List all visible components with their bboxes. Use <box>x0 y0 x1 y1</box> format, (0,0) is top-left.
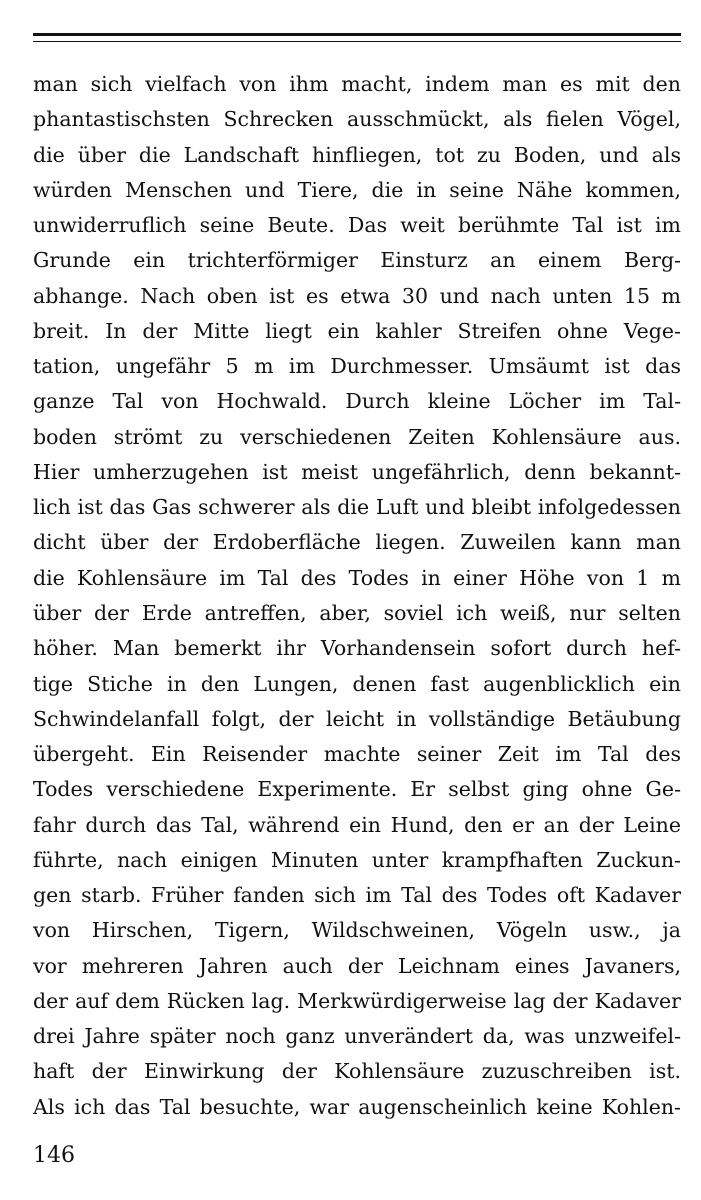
text-line: ganze Tal von Hochwald. Durch kleine Löcher im Tal- <box>33 389 681 414</box>
text-line: lich ist das Gas schwerer als die Luft und bleibt infolgedessen <box>33 495 681 520</box>
text-line: Als ich das Tal besuchte, war augenscheinlich keine Kohlen- <box>33 1094 681 1119</box>
text-line: boden strömt zu verschiedenen Zeiten Kohlensäure aus. <box>33 424 681 449</box>
text-line: breit. In der Mitte liegt ein kahler Streifen ohne Vege- <box>33 318 681 343</box>
text-line: gen starb. Früher fanden sich im Tal des Todes oft Kadaver <box>33 883 681 908</box>
text-line: die Kohlensäure im Tal des Todes in einer Höhe von 1 m <box>33 565 681 590</box>
text-line: haft der Einwirkung der Kohlensäure zuzuschreiben ist. <box>33 1059 681 1084</box>
body-text <box>33 67 681 1125</box>
text-line: man sich vielfach von ihm macht, indem man es mit den <box>33 72 681 96</box>
text-line: tige Stiche in den Lungen, denen fast augenblicklich ein <box>33 671 681 696</box>
text-line: abhange. Nach oben ist es etwa 30 und nach unten 15 m <box>33 283 681 308</box>
text-line: phantastischsten Schrecken ausschmückt, als fielen Vögel, <box>33 107 681 132</box>
text-line: der auf dem Rücken lag. Merkwürdigerweise lag der Kadaver <box>33 988 681 1013</box>
page-number: 146 <box>33 1143 75 1168</box>
text-line: die über die Landschaft hinfliegen, tot zu Boden, und als <box>33 142 681 167</box>
text-line: würden Menschen und Tiere, die in seine Nähe kommen, <box>33 177 681 202</box>
text-line: Schwindelanfall folgt, der leicht in vollständige Betäubung <box>33 706 681 731</box>
text-line: Hier umherzugehen ist meist ungefährlich, denn bekannt- <box>33 459 681 484</box>
text-line: höher. Man bemerkt ihr Vorhandensein sofort durch hef- <box>33 636 681 661</box>
text-line: drei Jahre später noch ganz unverändert da, was unzweifel- <box>33 1024 681 1049</box>
text-line: Grunde ein trichterförmiger Einsturz an einem Berg- <box>33 248 681 273</box>
text-line: Todes verschiedene Experimente. Er selbst ging ohne Ge- <box>33 777 681 802</box>
text-line: dicht über der Erdoberfläche liegen. Zuweilen kann man <box>33 530 681 555</box>
text-line: über der Erde antreffen, aber, soviel ich weiß, nur selten <box>33 600 681 625</box>
text-line: unwiderruflich seine Beute. Das weit berühmte Tal ist im <box>33 213 681 238</box>
header-rule-thick <box>33 33 681 36</box>
text-line: von Hirschen, Tigern, Wildschweinen, Vögeln usw., ja <box>33 918 681 943</box>
text-line: vor mehreren Jahren auch der Leichnam eines Javaners, <box>33 953 681 978</box>
header-rule-thin <box>33 41 681 42</box>
text-line: übergeht. Ein Reisender machte seiner Zeit im Tal des <box>33 742 681 767</box>
text-line: tation, ungefähr 5 m im Durchmesser. Umsäumt ist das <box>33 354 681 379</box>
text-line: fahr durch das Tal, während ein Hund, den er an der Leine <box>33 812 681 837</box>
text-line: führte, nach einigen Minuten unter krampfhaften Zuckun- <box>33 847 681 872</box>
